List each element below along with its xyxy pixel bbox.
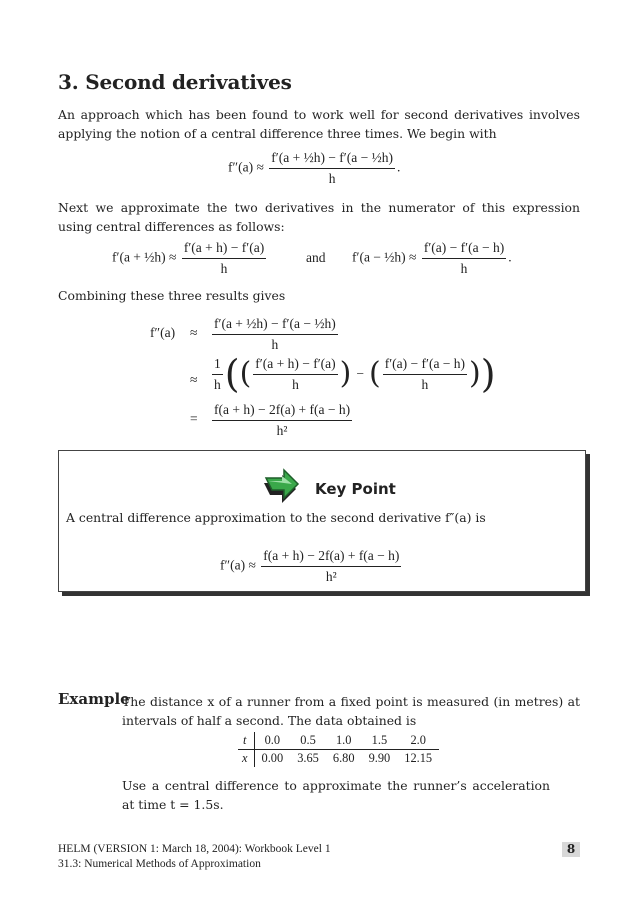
example-label: Example — [58, 690, 130, 708]
outer-right-paren: ) — [480, 352, 496, 396]
eq3-numerator3: f(a + h) − 2f(a) + f(a − h) — [212, 402, 352, 421]
eq3-inner2-denominator: h — [421, 376, 429, 392]
footer-line2: 31.3: Numerical Methods of Approximation — [58, 858, 261, 870]
equation-central-difference — [228, 150, 400, 187]
eq1-numerator: f′(a + ½h) − f′(a − ½h) — [269, 150, 395, 169]
eq3-fraction3 — [212, 402, 352, 439]
eq3-inner1-numerator: f′(a + h) − f′(a) — [253, 356, 337, 375]
equation-first-derivative-minus — [352, 240, 512, 277]
table-row — [238, 732, 439, 750]
eq3-one: 1 — [212, 356, 223, 375]
key-point-title: Key Point — [315, 480, 396, 498]
eq3-rel2: ≈ — [190, 372, 198, 387]
intro-paragraph: An approach which has been found to work well for second derivatives involves applying the notion of a central difference three times. We begin with — [58, 107, 580, 141]
arrow-icon — [262, 468, 302, 504]
table-row — [238, 750, 439, 768]
kp-numerator: f(a + h) − 2f(a) + f(a − h) — [261, 548, 401, 567]
table-cell: 12.15 — [404, 751, 433, 765]
outer-left-paren: ( — [224, 352, 240, 396]
eq2b-numerator: f′(a) − f′(a − h) — [422, 240, 506, 259]
example-question: Use a central difference to approximate the runner’s acceleration at time t = 1.5s. — [122, 778, 550, 812]
eq3-rel3: = — [190, 411, 198, 426]
inner2-left-paren: ( — [368, 356, 381, 391]
eq1-denominator: h — [328, 171, 336, 186]
eq3-numerator1: f′(a + ½h) − f′(a − ½h) — [212, 316, 338, 335]
eq2b-tail: . — [508, 249, 512, 265]
table-cell: 0.5 — [290, 732, 326, 750]
eq2a-fraction — [182, 240, 266, 277]
eq3-denominator1: h — [271, 337, 279, 352]
eq2b-lhs: f′(a − ½h) ≈ — [352, 249, 417, 265]
table-cell: 3.65 — [297, 751, 319, 765]
equation-first-derivative-plus — [112, 240, 268, 277]
page-number: 8 — [562, 842, 580, 857]
table-cell: 1.0 — [326, 732, 362, 750]
table-row-header: t — [238, 732, 254, 750]
eq3-inner-fraction2 — [383, 356, 467, 393]
eq1-tail: . — [396, 159, 401, 175]
table-row-header: x — [238, 750, 254, 768]
eq3-rel1: ≈ — [190, 325, 198, 340]
eq3-inner1-denominator: h — [292, 376, 299, 392]
eq2a-denominator: h — [220, 261, 228, 276]
kp-denominator: h² — [325, 569, 337, 584]
table-cell: 6.80 — [332, 751, 355, 765]
combine-paragraph: Combining these three results gives — [58, 288, 286, 303]
eq3-line3 — [210, 402, 354, 439]
eq2b-fraction — [422, 240, 506, 277]
eq1-lhs: f″(a) ≈ — [228, 159, 264, 175]
eq3-line1 — [210, 316, 340, 353]
inner2-right-paren: ) — [469, 356, 481, 391]
eq2a-lhs: f′(a + ½h) ≈ — [112, 249, 177, 265]
eq3-inner-fraction1 — [253, 356, 337, 393]
eq3-fraction1 — [212, 316, 338, 353]
key-point-text: A central difference approximation to the second derivative f″(a) is — [66, 510, 486, 525]
table-cell: 9.90 — [368, 751, 391, 765]
table-cell: 0.00 — [261, 751, 284, 765]
inner1-left-paren: ( — [239, 356, 252, 391]
eq3-minus: − — [356, 366, 364, 381]
eq3-line2 — [210, 352, 496, 396]
key-point-formula — [220, 548, 403, 585]
eq2-and: and — [306, 250, 326, 265]
footer-line1: HELM (VERSION 1: March 18, 2004): Workbook Level 1 — [58, 843, 331, 855]
eq1-fraction — [269, 150, 395, 187]
example-text: The distance x of a runner from a fixed point is measured (in metres) at intervals of half a second. The data obtained is — [122, 694, 580, 728]
eq2a-numerator: f′(a + h) − f′(a) — [182, 240, 266, 259]
eq3-lhs: f″(a) — [150, 325, 176, 340]
table-cell: 2.0 — [397, 732, 439, 750]
eq3-inner2-numerator: f′(a) − f′(a − h) — [383, 356, 467, 375]
eq2b-denominator: h — [460, 261, 468, 276]
section-title: 3. Second derivatives — [58, 70, 292, 94]
data-table — [238, 732, 439, 767]
next-paragraph: Next we approximate the two derivatives in the numerator of this expression using central differences as follows: — [58, 200, 580, 234]
eq3-h: h — [214, 376, 221, 392]
eq3-one-over-h — [212, 356, 223, 393]
inner1-right-paren: ) — [339, 356, 352, 391]
eq3-denominator3: h² — [276, 423, 288, 438]
kp-lhs: f″(a) ≈ — [220, 557, 256, 573]
table-cell: 1.5 — [362, 732, 398, 750]
kp-fraction — [261, 548, 401, 585]
table-cell: 0.0 — [254, 732, 290, 750]
